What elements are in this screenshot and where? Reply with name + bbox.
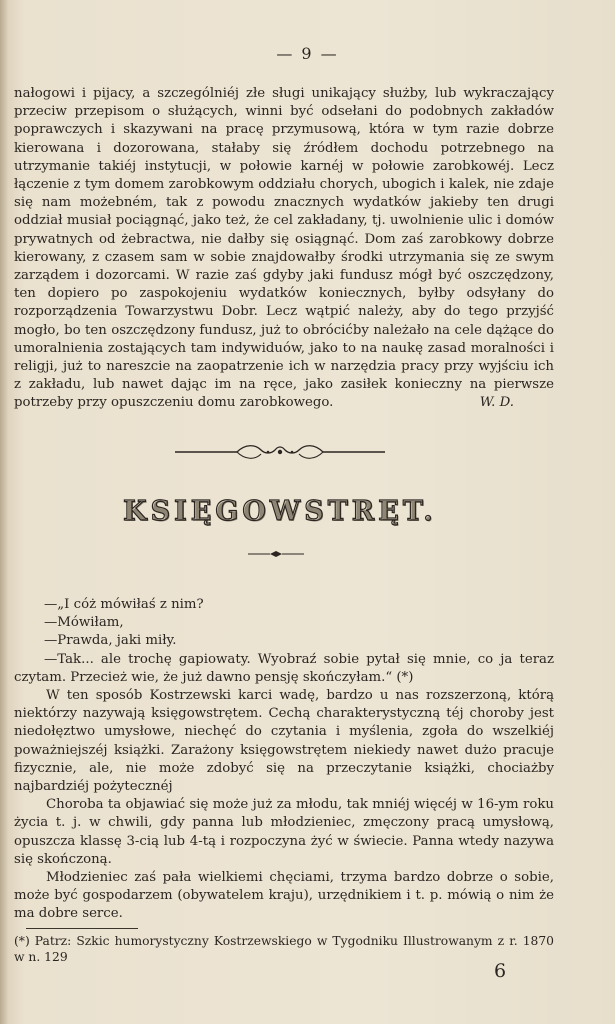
body-paragraph: Młodzieniec zaś pała wielkiemi chęciami, trzyma bardzo dobrze o sobie, może być gospodarzem (obywatelem kraju), urzędnikiem i t. p. mówią o nim że ma dobre serce.: [14, 870, 554, 922]
dialogue-line: —Prawda, jaki miły.: [44, 633, 177, 649]
footnote-rule: [26, 928, 138, 929]
dialogue-line: —Mówiłam,: [44, 615, 124, 631]
small-divider: [248, 550, 304, 558]
body-paragraph: Choroba ta objawiać się może już za młodu, tak mniéj więcéj w 16-ym roku życia t. j. w chwili, gdy panna lub młodzieniec, zmęczony pracą umysłową, opuszcza klassę 3-cią lub 4-tą i rozpoczyna żyć w świecie. Panna wtedy nazywa się skończoną.: [14, 797, 554, 867]
first-section-text: nałogowi i pijacy, a szczególniéj złe sługi unikający służby, lub wykraczający przeciw przepisom o służących, winni być odsełani do podobnych zakładów poprawczych i skazywani na pracę przymusową, która w tym razie dobrze kierowana i dozorowana, stałaby się źródłem dochodu potrzebnego na utrzymanie takiéj instytucji, w połowie karnéj w połowie zarobkowéj. Lecz łączenie z tym domem zarobkowym oddziału chorych, ubogich i kalek, nie zdaje się nam możebném, tak z powodu znacznych wydatków jakieby ten drugi oddział musiał pociągnąć, jako też, że cel zakładany, tj. uwolnienie ulic i domów prywatnych od żebractwa, nie dałby się osiągnąć. Dom zaś zarobkowy dobrze kierowany, z czasem sam w sobie znajdowałby środki utrzymania się ze swym zarządem i dozorcami. W razie zaś gdyby jaki fundusz mógł być oszczędzony, ten dopiero po zaspokojeniu wydatków koniecznych, byłby odsyłany do rozporządzenia Towarzystwu Dobr. Lecz wątpić należy, aby do tego przyjść mogło, bo ten oszczędzony fundusz, już to obrócićby należało na cele dążące do umoralnienia zostających tam indywiduów, jako to na naukę zasad moralności i religji, już to nareszcie na zaopatrzenie ich w narzędzia pracy przy wyjściu ich z zakładu, lub nawet dając im na ręce, jako zasiłek konieczny na pierwsze potrzeby przy opuszczeniu domu zarobkowego.: [14, 86, 554, 411]
body-paragraph: W ten sposób Kostrzewski karci wadę, bardzo u nas rozszerzoną, którą niektórzy nazywają księgowstrętem. Cechą charakterystyczną téj choroby jest niedołęztwo umysłowe, niechęć do czytania i myślenia, zgoła do wszelkiéj poważniejszéj książki. Zarażony księgowstrętem niekiedy nawet dużo pracuje fizycznie, ale, nie może zdobyć się na przeczytanie książki, chociażby najbardziéj pożytecznéj: [14, 688, 554, 795]
sheet-signature-number: 6: [494, 960, 507, 982]
dialogue-line: —„I cóż mówiłaś z nim?: [44, 597, 204, 612]
first-section-paragraph: [14, 85, 554, 413]
section-heading: KSIĘGOWSTRĘT.: [123, 496, 437, 527]
footnote: [14, 933, 554, 965]
first-section: [14, 85, 554, 413]
footnote-text: (*) Patrz: Szkic humorystyczny Kostrzewskiego w Tygodniku Illustrowanym z r. 1870 w n. 129: [14, 934, 554, 964]
ornamental-divider: [175, 442, 385, 462]
dialogue-line: —Tak... ale trochę gapiowaty. Wyobraź sobie pytał się mnie, co ja teraz czytam. Przecież wie, że już dawno pensję skończyłam.“ (*): [14, 651, 554, 685]
author-signature: W. D.: [479, 395, 514, 411]
second-section: [14, 596, 554, 924]
page-number: — 9 —: [276, 44, 339, 63]
